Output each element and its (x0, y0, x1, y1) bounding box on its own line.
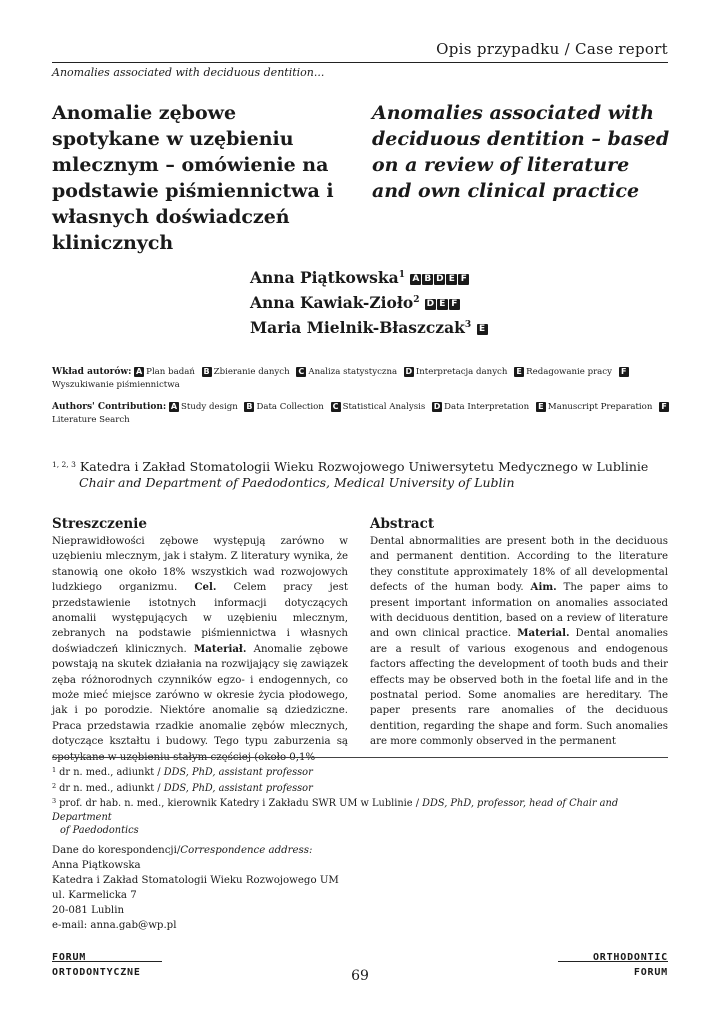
contribution-item (169, 402, 238, 412)
footer-right-line: FORUM (633, 967, 668, 978)
role-box-b: B (422, 274, 433, 285)
author-name: Anna Piątkowska (250, 268, 399, 287)
footnote-pl: prof. dr hab. n. med., kierownik Katedry i Zakładu SWR UM w Lublinie / (59, 798, 423, 809)
abstract-body (370, 534, 668, 750)
footer-left-line: ORTODONTYCZNE (52, 967, 141, 978)
author-roles (425, 293, 461, 312)
aim-text: Celem pracy jest przedstawienie istotnych informacji dotyczących anomalii występujących w uzębieniu mlecznym, zebranych na podstawie piśmiennictwa i własnych doświadczeń klinicznych. (52, 582, 348, 655)
aim-label: Cel. (194, 581, 217, 594)
role-box-f: F (659, 402, 669, 412)
correspondence-label-pl: Dane do korespondencji/ (52, 845, 181, 856)
abstract-polish (52, 516, 348, 765)
footnote-en: DDS, PhD, assistant professor (163, 767, 313, 778)
title-polish: Anomalie zębowe spotykane w uzębieniu mlecznym – omówienie na podstawie piśmiennictwa i własnych doświadczeń klinicznych (52, 102, 334, 254)
contribution-label: Authors' Contribution: (52, 402, 167, 412)
footnote-sup: 1 (52, 766, 57, 774)
contribution-text: Study design (180, 402, 238, 412)
contribution-item (536, 402, 653, 412)
contribution-text: Plan badań (146, 367, 195, 377)
footer-journal-right (593, 950, 668, 980)
abstract-heading: Abstract (370, 516, 435, 532)
role-box-e: E (514, 367, 524, 377)
correspondence-email: e-mail: anna.gab@wp.pl (52, 920, 177, 931)
footer-left-line: FORUM (52, 952, 87, 963)
material-text: Dental anomalies are a result of various exogenous and endogenous factors affecting the development of tooth buds and their effects may be observed both in the foetal life and in the postnatal period. Some anomalies are hereditary. The paper presents rare anomalies of the deciduous dentition, regarding the shape and form. Such anomalies are more commonly observed in the permanent (370, 628, 668, 748)
abstract-heading: Streszczenie (52, 516, 147, 532)
role-box-a: A (410, 274, 421, 285)
role-box-d: D (405, 367, 413, 376)
role-box-f: F (619, 367, 629, 377)
footnote-3-continued (52, 824, 672, 838)
affiliation-english: Chair and Department of Paedodontics, Medical University of Lublin (79, 475, 515, 490)
material-text: Anomalie zębowe powstają na skutek działania na rozwijający się zawiązek zęba różnorodnych czynników egzo- i endogennych, co może mieć miejsce zarówno w okresie życia płodowego, jak i po porodzie. Niektóre anomalie są dziedziczne. Praca przedstawia rzadkie anomalie zębów mlecznych, dotyczące kształtu i budowy. Tego typu zaburzenia są spotykane w uzębieniu stałym częściej (około 0,1% (52, 643, 349, 763)
page-number: 69 (351, 968, 369, 984)
correspondence-label-en: Correspondence address: (180, 845, 313, 856)
footnote-2 (52, 780, 672, 796)
aim-text: The paper aims to present important information on anomalies associated with deciduous dentition, based on a review of literature and own clinical practice. (370, 582, 668, 640)
contribution-text: Zbieranie danych (213, 367, 290, 377)
contribution-text: Statistical Analysis (342, 402, 426, 412)
footnotes (52, 764, 672, 838)
running-title: Anomalies associated with deciduous dentition... (52, 66, 325, 79)
contribution-text: Manuscript Preparation (547, 402, 653, 412)
contribution-item (514, 367, 612, 377)
footer-journal-left (52, 950, 141, 980)
role-box-a: A (170, 402, 178, 411)
section-label: Opis przypadku / Case report (436, 40, 668, 58)
contribution-text: Wyszukiwanie piśmiennictwa (52, 379, 180, 390)
author-1 (250, 264, 670, 289)
correspondence-line: Katedra i Zakład Stomatologii Wieku Rozwojowego UM (52, 875, 339, 886)
role-box-b: B (203, 367, 210, 376)
affiliation-polish-text: Katedra i Zakład Stomatologii Wieku Rozwojowego Uniwersytetu Medycznego w Lublinie (79, 459, 649, 474)
footnote-en: DDS, PhD, assistant professor (163, 782, 313, 794)
correspondence (52, 843, 452, 933)
role-box-f: F (449, 299, 460, 310)
correspondence-line: Anna Piątkowska (52, 860, 141, 871)
correspondence-line: 20-081 Lublin (52, 905, 125, 916)
footnote-en: DDS, PhD, professor, head of Chair and Department (52, 798, 619, 823)
correspondence-label (52, 843, 452, 858)
author-name: Maria Mielnik-Błaszczak (250, 318, 465, 337)
contribution-item (432, 402, 529, 412)
role-box-e: E (477, 324, 488, 335)
abstract-intro: Nieprawidłowości zębowe występują zarówno w uzębieniu mlecznym, jak i stałym. Z literatury wynika, że stanowią one około 18% wszystkich wad rozwojowych ludzkiego organizmu. (52, 536, 348, 594)
role-box-c: C (296, 367, 306, 377)
role-box-d: D (433, 402, 441, 411)
author-roles (410, 268, 470, 287)
contribution-items (52, 367, 631, 390)
role-box-e: E (536, 402, 546, 412)
contribution-text: Data Collection (256, 402, 324, 412)
footnote-en-cont: of Paedodontics (60, 825, 139, 836)
affiliation (52, 457, 672, 491)
correspondence-line: ul. Karmelicka 7 (52, 890, 137, 901)
contribution-item (134, 367, 195, 377)
footer-right-line: ORTHODONTIC (592, 952, 668, 963)
role-box-a: A (136, 367, 143, 376)
contribution-item (202, 367, 290, 377)
role-box-d: D (426, 299, 435, 309)
role-box-e: E (437, 299, 448, 310)
author-affiliation-sup: 1 (398, 270, 405, 280)
footnote-1 (52, 764, 672, 780)
contribution-item (244, 402, 323, 412)
contribution-label: Wkład autorów: (52, 367, 132, 377)
material-label: Material. (517, 627, 570, 640)
title-english: Anomalies associated with deciduous dentition – based on a review of literature and own clinical practice (372, 102, 670, 202)
affiliation-sup: 1, 2, 3 (52, 460, 76, 469)
role-box-d: D (436, 274, 444, 284)
material-label: Materiał. (194, 642, 247, 655)
contribution-text: Literature Search (52, 414, 130, 425)
contribution-text: Data Interpretation (444, 402, 530, 412)
contribution-item (404, 367, 508, 377)
author-2 (250, 289, 670, 314)
footnote-rule (52, 757, 668, 758)
author-affiliation-sup: 2 (413, 295, 420, 305)
contribution-text: Interpretacja danych (415, 367, 508, 377)
author-3 (250, 314, 670, 339)
role-box-e: E (446, 274, 457, 285)
contribution-text: Redagowanie pracy (526, 367, 612, 377)
author-roles (477, 318, 489, 337)
footnote-pl: dr n. med., adiunkt / (59, 767, 164, 778)
role-box-f: F (458, 274, 469, 285)
footnote-pl: dr n. med., adiunkt / (59, 782, 164, 794)
affiliation-polish (52, 457, 672, 475)
aim-label: Aim. (530, 581, 557, 594)
role-box-b: B (246, 402, 253, 411)
abstract-english (370, 516, 668, 750)
contribution-text: Analiza statystyczna (308, 367, 398, 377)
contribution-item (296, 367, 397, 377)
abstract-intro: Dental abnormalities are present both in the deciduous and permanent dentition. According to the literature they constitute approximately 18% of all developmental defects of the human body. (370, 536, 668, 594)
role-box-c: C (331, 402, 341, 412)
footnote-sup: 2 (52, 781, 57, 790)
footnote-3 (52, 795, 672, 824)
contribution-english (52, 401, 672, 426)
contribution-polish (52, 366, 672, 391)
header-rule (52, 62, 668, 63)
author-affiliation-sup: 3 (464, 320, 472, 330)
abstract-body (52, 534, 348, 765)
contribution-item (331, 402, 426, 412)
footnote-sup: 3 (52, 797, 57, 805)
author-list (250, 264, 670, 339)
author-name: Anna Kawiak-Zioło (250, 293, 414, 312)
